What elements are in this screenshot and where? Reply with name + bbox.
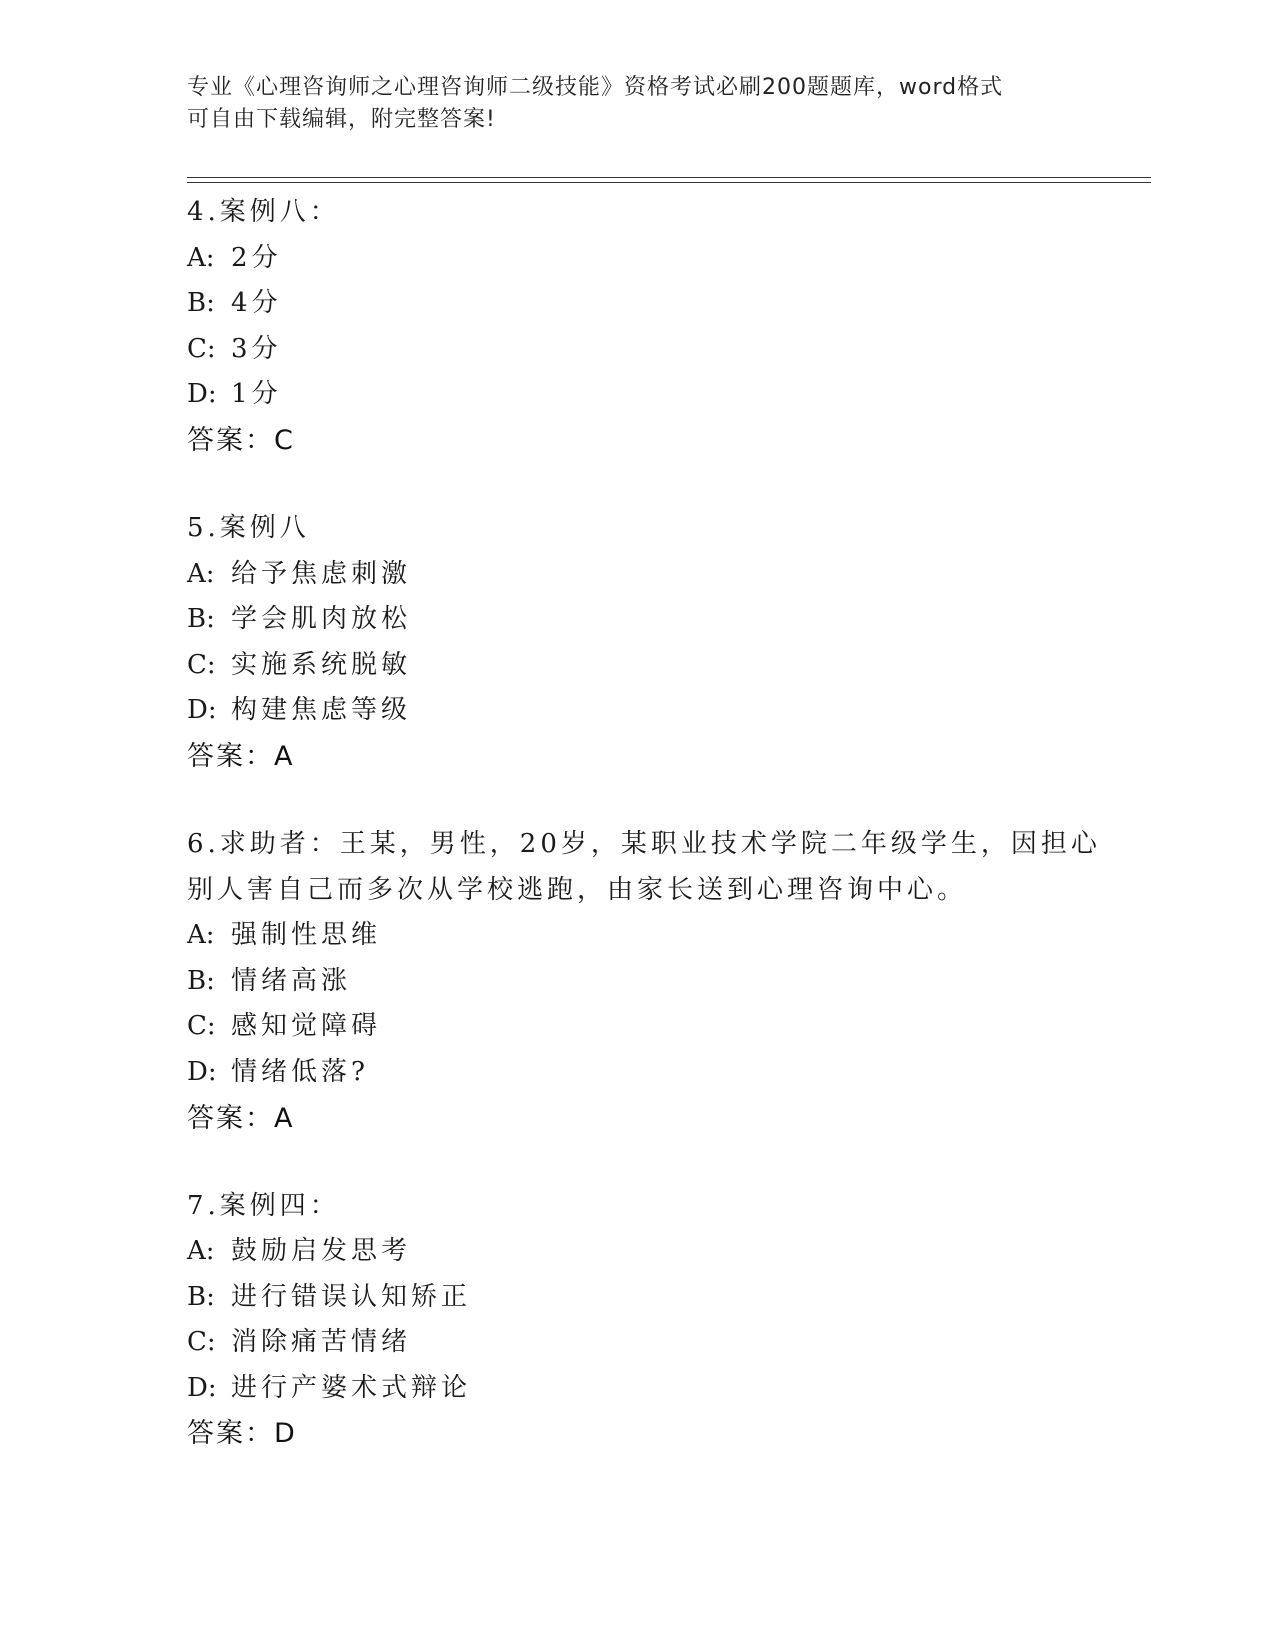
- option-text: 2分: [231, 242, 282, 273]
- answer-option: [187, 1275, 1087, 1321]
- option-key: D:: [187, 1372, 217, 1403]
- answer-option: [187, 372, 1087, 418]
- option-key: A:: [187, 1236, 215, 1267]
- answer-value: D: [274, 1418, 296, 1450]
- question-stem: 4.案例八：: [187, 197, 340, 227]
- answer-option: [187, 643, 1087, 689]
- answer-option: [187, 1050, 1087, 1096]
- question-list: [187, 190, 1101, 1499]
- option-text: 感知觉障碍: [231, 1011, 382, 1042]
- option-key: D:: [187, 1056, 217, 1087]
- answer-option: [187, 1004, 1087, 1050]
- option-text: 学会肌肉放松: [231, 604, 412, 635]
- option-text: 进行错误认知矫正: [231, 1281, 472, 1312]
- header-line-2: 可自由下载编辑，附完整答案!: [187, 107, 496, 132]
- document-header: [187, 72, 1067, 136]
- question-stem: 别人害自己而多次从学校逃跑，由家长送到心理咨询中心。: [187, 874, 968, 905]
- question-stem: 5.案例八: [187, 512, 310, 543]
- answer-option: [187, 688, 1087, 734]
- option-key: B:: [187, 1281, 215, 1312]
- answer-label: 答案：: [187, 424, 274, 456]
- header-divider-top: [187, 177, 1151, 178]
- answer-value: A: [274, 740, 294, 772]
- answer-option: [187, 1366, 1087, 1412]
- option-key: A:: [187, 242, 215, 273]
- option-text: 实施系统脱敏: [231, 649, 412, 680]
- question-block: [187, 190, 1087, 464]
- option-text: 进行产婆术式辩论: [231, 1372, 472, 1403]
- option-text: 1分: [231, 379, 282, 410]
- answer-option: [187, 597, 1087, 643]
- question-block: [187, 1184, 1087, 1458]
- answer-option: [187, 281, 1087, 327]
- option-text: 给予焦虑刺激: [231, 558, 412, 589]
- question-block: [187, 506, 1087, 780]
- option-text: 消除痛苦情绪: [231, 1327, 412, 1358]
- answer-value: C: [274, 424, 294, 456]
- option-text: 情绪低落?: [231, 1056, 369, 1087]
- option-key: B:: [187, 965, 215, 996]
- header-divider-bottom: [187, 182, 1151, 183]
- option-key: C:: [187, 333, 216, 364]
- option-key: B:: [187, 288, 215, 319]
- answer-option: [187, 327, 1087, 373]
- option-text: 3分: [231, 333, 282, 364]
- answer-label: 答案：: [187, 1102, 274, 1134]
- answer-line: [187, 1096, 1087, 1142]
- answer-option: [187, 959, 1087, 1005]
- option-text: 鼓励启发思考: [231, 1236, 412, 1267]
- header-line-1: 专业《心理咨询师之心理咨询师二级技能》资格考试必刷200题题库，word格式: [187, 75, 1004, 100]
- option-text: 情绪高涨: [231, 965, 352, 996]
- option-key: C:: [187, 649, 216, 680]
- question-stem: 6.求助者：王某，男性，20岁，某职业技术学院二年级学生，因担心: [187, 828, 1101, 859]
- answer-option: [187, 1229, 1087, 1275]
- question-block: [187, 822, 1101, 1142]
- answer-option: [187, 913, 1087, 959]
- option-text: 强制性思维: [231, 920, 382, 951]
- answer-label: 答案：: [187, 740, 274, 772]
- option-key: C:: [187, 1327, 216, 1358]
- option-key: C:: [187, 1011, 216, 1042]
- option-key: D:: [187, 379, 217, 410]
- question-stem: 7.案例四：: [187, 1190, 340, 1221]
- option-key: D:: [187, 695, 217, 726]
- answer-label: 答案：: [187, 1418, 274, 1450]
- answer-line: [187, 1411, 1087, 1457]
- answer-option: [187, 236, 1087, 282]
- answer-line: [187, 734, 1087, 780]
- option-text: 构建焦虑等级: [231, 695, 412, 726]
- answer-option: [187, 1320, 1087, 1366]
- answer-value: A: [274, 1102, 294, 1134]
- option-key: B:: [187, 604, 215, 635]
- option-key: A:: [187, 558, 215, 589]
- answer-line: [187, 418, 1087, 464]
- option-text: 4分: [231, 288, 282, 319]
- option-key: A:: [187, 920, 215, 951]
- answer-option: [187, 552, 1087, 598]
